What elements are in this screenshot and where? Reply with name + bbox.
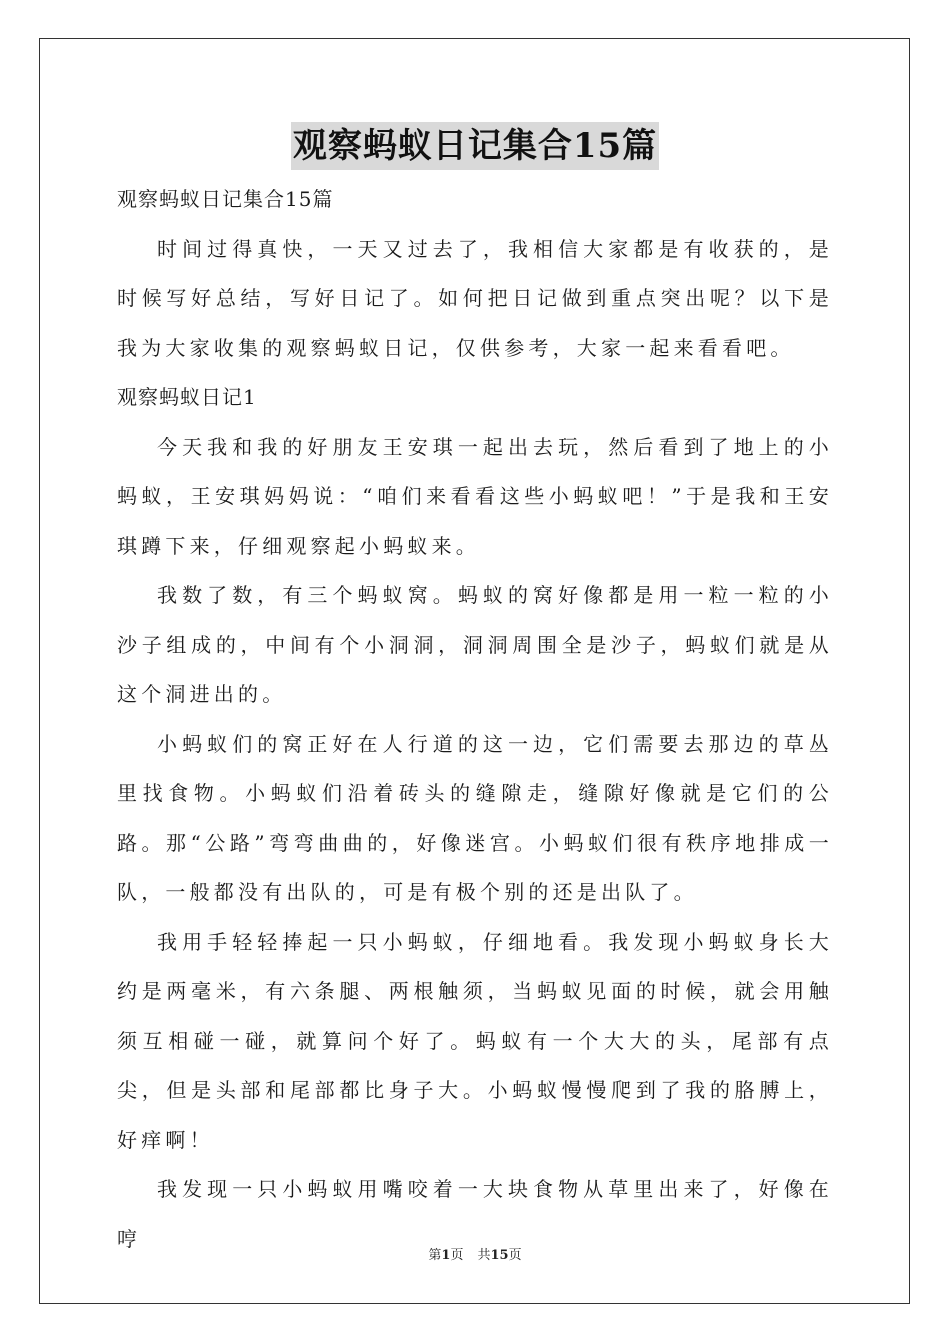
total-unit: 页 — [508, 1248, 522, 1263]
body-paragraph: 我数了数，有三个蚂蚁窝。蚂蚁的窝好像都是用一粒一粒的小沙子组成的，中间有个小洞洞，洞洞周围全是沙子，蚂蚁们就是从这个洞进出的。 — [117, 583, 833, 706]
title-container — [0, 122, 950, 170]
document-body — [117, 175, 833, 1264]
body-paragraph: 我用手轻轻捧起一只小蚂蚁，仔细地看。我发现小蚂蚁身长大约是两毫米，有六条腿、两根触须，当蚂蚁见面的时候，就会用触须互相碰一碰，就算问个好了。蚂蚁有一个大大的头，尾部有点尖，但是头部和尾部都比身子大。小蚂蚁慢慢爬到了我的胳膊上，好痒啊！ — [117, 929, 833, 1152]
section-heading: 观察蚂蚁日记1 — [117, 385, 257, 409]
intro-paragraph: 时间过得真快，一天又过去了，我相信大家都是有收获的，是时候写好总结，写好日记了。如何把日记做到重点突出呢？以下是我为大家收集的观察蚂蚁日记，仅供参考，大家一起来看看吧。 — [117, 236, 833, 360]
page-footer — [0, 1246, 950, 1266]
document-title: 观察蚂蚁日记集合15篇 — [291, 122, 659, 170]
total-page-count: 15 — [490, 1248, 509, 1263]
document-subtitle: 观察蚂蚁日记集合15篇 — [117, 187, 334, 211]
body-paragraph: 我发现一只小蚂蚁用嘴咬着一大块食物从草里出来了，好像在哼 — [117, 1177, 833, 1251]
body-paragraph: 小蚂蚁们的窝正好在人行道的这一边，它们需要去那边的草丛里找食物。小蚂蚁们沿着砖头的缝隙走，缝隙好像就是它们的公路。那“公路”弯弯曲曲的，好像迷宫。小蚂蚁们很有秩序地排成一队，一般都没有出队的，可是有极个别的还是出队了。 — [117, 731, 833, 904]
current-page-number: 1 — [441, 1248, 451, 1263]
page-unit: 页 — [450, 1248, 464, 1263]
total-prefix: 共 — [477, 1248, 491, 1263]
page-prefix: 第 — [428, 1248, 442, 1263]
body-paragraph: 今天我和我的好朋友王安琪一起出去玩，然后看到了地上的小蚂蚁，王安琪妈妈说：“咱们来看看这些小蚂蚁吧！”于是我和王安琪蹲下来，仔细观察起小蚂蚁来。 — [117, 434, 833, 558]
